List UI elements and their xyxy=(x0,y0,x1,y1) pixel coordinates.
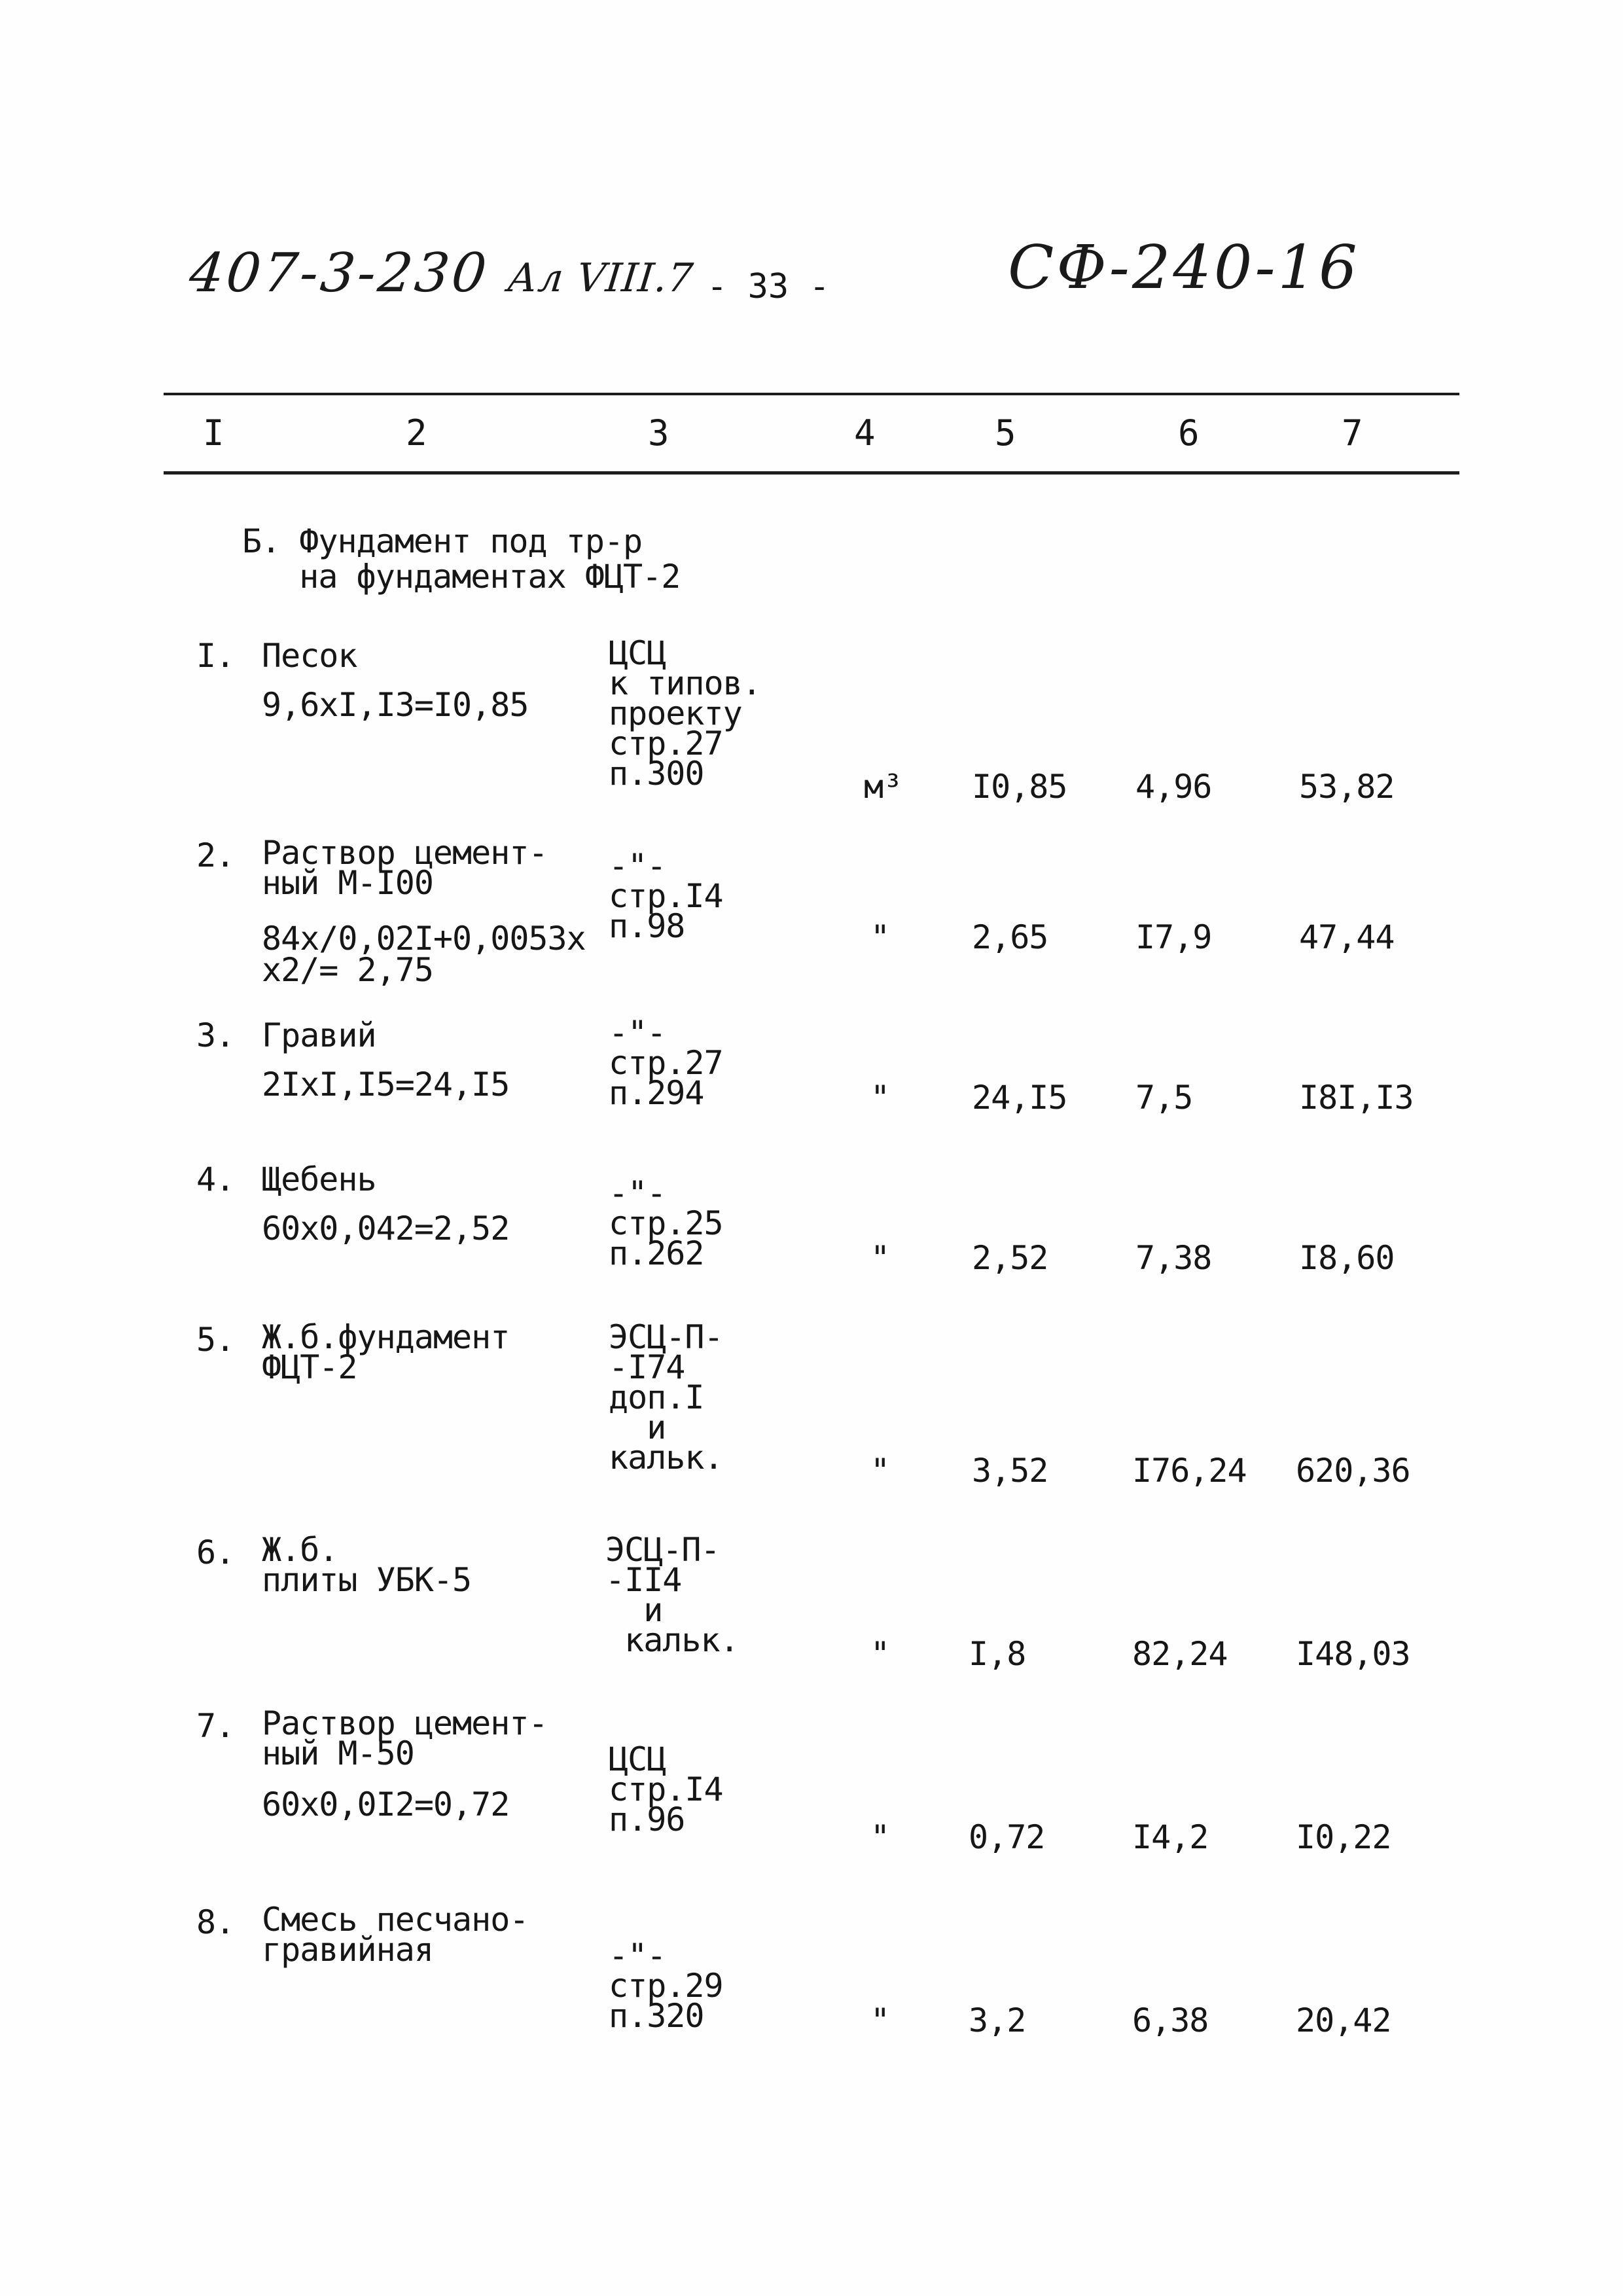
item-number: 5. xyxy=(196,1321,235,1359)
item-unit: " xyxy=(870,1452,890,1490)
section-title: Б. Фундамент под тр-р на фундаментах ФЦТ-2 xyxy=(242,522,681,596)
column-number-1: I xyxy=(203,412,224,454)
item-total: I8,60 xyxy=(1299,1239,1395,1277)
item-number: 7. xyxy=(196,1707,235,1745)
item-total: 20,42 xyxy=(1296,2001,1391,2039)
item-total: I0,22 xyxy=(1296,1818,1391,1856)
item-quantity: 2,65 xyxy=(972,918,1048,956)
document-code-left xyxy=(187,242,697,304)
column-number-7: 7 xyxy=(1342,412,1363,454)
item-reference: -"- стр.25 п.262 xyxy=(609,1174,723,1272)
item-name: Смесь песчано- гравийная xyxy=(262,1901,529,1969)
item-name: Щебень xyxy=(262,1160,376,1198)
item-name: Раствор цемент- ный М-I00 xyxy=(262,834,548,902)
table-top-rule xyxy=(164,393,1459,395)
item-unit: м³ xyxy=(864,768,902,806)
item-calculation: 60x0,0I2=0,72 xyxy=(262,1785,510,1823)
item-total: I48,03 xyxy=(1296,1635,1410,1673)
item-unit-price: 82,24 xyxy=(1132,1635,1228,1673)
document-code-suffix: Ал VIII.7 xyxy=(505,255,696,301)
column-number-5: 5 xyxy=(995,412,1016,454)
item-unit-price: I7,9 xyxy=(1135,918,1212,956)
item-quantity: 3,52 xyxy=(972,1452,1048,1490)
item-unit-price: 4,96 xyxy=(1135,768,1212,806)
column-number-2: 2 xyxy=(406,412,427,454)
item-number: I. xyxy=(196,637,235,675)
item-reference: ЦСЦ к типов. проекту стр.27 п.300 xyxy=(609,634,761,793)
column-number-6: 6 xyxy=(1178,412,1200,454)
item-reference: ЭСЦ-П- -II4 и кальк. xyxy=(605,1531,739,1659)
item-calculation: 84x/0,02I+0,0053x x2/= 2,75 xyxy=(262,920,586,989)
item-quantity: I,8 xyxy=(969,1635,1026,1673)
item-reference: -"- стр.27 п.294 xyxy=(609,1014,723,1112)
document-code: 407-3-230 xyxy=(187,242,492,304)
item-number: 4. xyxy=(196,1160,235,1198)
document-code-right: СФ-240-16 xyxy=(1008,232,1360,302)
item-quantity: I0,85 xyxy=(972,768,1067,806)
item-unit: " xyxy=(870,1635,890,1673)
item-name: Ж.б. плиты УБК-5 xyxy=(262,1531,472,1599)
item-name: Раствор цемент- ный М-50 xyxy=(262,1704,548,1772)
item-number: 2. xyxy=(196,836,235,874)
item-unit-price: I76,24 xyxy=(1132,1452,1247,1490)
item-number: 6. xyxy=(196,1534,235,1571)
item-unit-price: 7,5 xyxy=(1135,1079,1193,1117)
item-reference: -"- стр.I4 п.98 xyxy=(609,847,723,945)
item-calculation: 9,6xI,I3=I0,85 xyxy=(262,686,529,724)
item-name: Гравий xyxy=(262,1016,376,1054)
item-total: I8I,I3 xyxy=(1299,1079,1414,1117)
item-name: Песок xyxy=(262,637,357,675)
item-name: Ж.б.фундамент ФЦТ-2 xyxy=(262,1318,510,1386)
item-unit: " xyxy=(870,1079,890,1117)
item-quantity: 0,72 xyxy=(969,1818,1045,1856)
item-quantity: 2,52 xyxy=(972,1239,1048,1277)
table-header-rule xyxy=(164,471,1459,475)
item-unit: " xyxy=(870,1818,890,1856)
item-unit: " xyxy=(870,2001,890,2039)
item-number: 3. xyxy=(196,1016,235,1054)
item-reference: ЭСЦ-П- -I74 доп.I и кальк. xyxy=(609,1318,723,1477)
item-total: 47,44 xyxy=(1299,918,1395,956)
item-unit-price: I4,2 xyxy=(1132,1818,1209,1856)
item-reference: -"- стр.29 п.320 xyxy=(609,1937,723,2035)
item-calculation: 2IxI,I5=24,I5 xyxy=(262,1066,510,1103)
item-unit: " xyxy=(870,918,890,956)
item-reference: ЦСЦ стр.I4 п.96 xyxy=(609,1740,723,1839)
column-number-3: 3 xyxy=(648,412,669,454)
item-calculation: 60x0,042=2,52 xyxy=(262,1210,510,1247)
item-unit-price: 7,38 xyxy=(1135,1239,1212,1277)
item-total: 620,36 xyxy=(1296,1452,1410,1490)
item-number: 8. xyxy=(196,1903,235,1941)
item-quantity: 3,2 xyxy=(969,2001,1026,2039)
item-total: 53,82 xyxy=(1299,768,1395,806)
item-unit-price: 6,38 xyxy=(1132,2001,1209,2039)
item-unit: " xyxy=(870,1239,890,1277)
item-quantity: 24,I5 xyxy=(972,1079,1067,1117)
page-number: - 33 - xyxy=(707,267,830,306)
column-number-4: 4 xyxy=(854,412,876,454)
